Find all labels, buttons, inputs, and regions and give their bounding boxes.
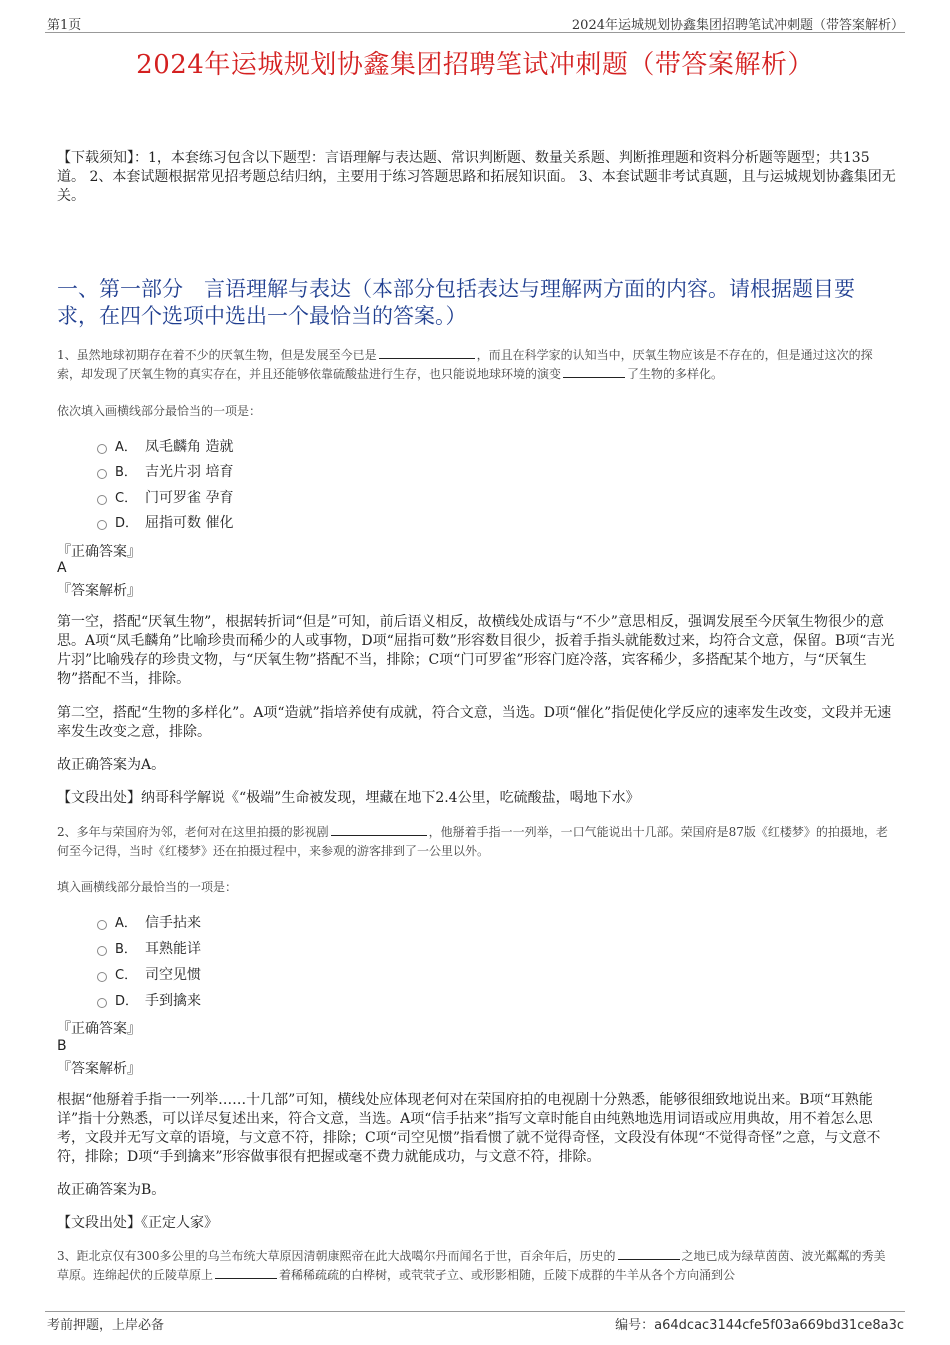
analysis-conclusion: 故正确答案为A。 xyxy=(57,757,166,773)
analysis-paragraph: 第二空，搭配“生物的多样化”。A项“造就”指培养使有成就，符合文意，当选。D项“催化”指促使化学反应的速率发生改变，文段并无速率发生改变之意，排除。 xyxy=(57,705,892,740)
footer-slogan: 考前押题，上岸必备 xyxy=(47,1318,165,1333)
document-code: 编号：a64dcac3144cfe5f03a669bd31ce8a3c xyxy=(615,1318,904,1333)
q1-option-d[interactable]: D． 屈指可数 催化 xyxy=(97,513,233,533)
download-notice: 【下载须知】：1，本套练习包含以下题型：言语理解与表达题、常识判断题、数量关系题、判断推理题和资料分析题等题型；共135道。 2、本套试题根据常见招考题总结归纳，主要用于练习答题思路和拓展知识面。 3、本套试题非考试真题，且与运城规划协鑫集团无关。 xyxy=(57,150,896,204)
answer-label: 『正确答案』 xyxy=(57,1021,141,1037)
radio-icon[interactable] xyxy=(97,444,107,454)
q2-option-c[interactable]: C． 司空见惯 xyxy=(97,965,201,985)
answer-blank xyxy=(379,346,475,359)
analysis-conclusion: 故正确答案为B。 xyxy=(57,1182,166,1198)
answer-blank xyxy=(563,365,625,378)
analysis-paragraph: 第一空，搭配“厌氧生物”，根据转折词“但是”可知，前后语义相反，故横线处成语与“不少”意思相反，强调发展至今厌氧生物很少的意思。A项“凤毛麟角”比喻珍贵而稀少的人或事物，D项“屈指可数”形容数目很少，扳着手指头就能数过来，均符合文意，保留。B项“吉光片羽”比喻残存的珍贵文物，与“厌氧生物”搭配不当，排除；C项“门可罗雀”形容门庭冷落，宾客稀少，多搭配某个地方，与“厌氧生物”搭配不当，排除。 xyxy=(57,614,895,687)
answer-blank xyxy=(331,823,427,836)
q1-option-c[interactable]: C． 门可罗雀 孕育 xyxy=(97,488,233,508)
q2-option-a[interactable]: A． 信手拈来 xyxy=(97,913,201,933)
radio-icon[interactable] xyxy=(97,495,107,505)
footer-divider xyxy=(45,1311,905,1312)
section-heading: 一、第一部分 言语理解与表达（本部分包括表达与理解两方面的内容。请根据题目要求，在四个选项中选出一个最恰当的答案。） xyxy=(57,277,855,328)
answer-label: 『正确答案』 xyxy=(57,544,141,560)
source-citation: 【文段出处】纳哥科学解说《“极端”生命被发现，埋藏在地下2.4公里，吃硫酸盐，喝地下水》 xyxy=(57,790,640,806)
radio-icon[interactable] xyxy=(97,469,107,479)
question-1-prompt: 依次填入画横线部分最恰当的一项是： xyxy=(57,404,262,418)
page-number: 第1页 xyxy=(47,18,82,33)
question-1-stem: 1、虽然地球初期存在着不少的厌氧生物，但是发展至今已是 ，而且在科学家的认知当中，厌氧生物应该是不存在的，但是通过这次的探索，却发现了厌氧生物的真实存在，并且还能够依靠硫酸盐进行生存，也只能说地球环境的演变 了生物的多样化。 xyxy=(57,348,873,381)
radio-icon[interactable] xyxy=(97,972,107,982)
q1-option-b[interactable]: B． 吉光片羽 培育 xyxy=(97,462,233,482)
question-3-stem: 3、距北京仅有300多公里的乌兰布统大草原因清朝康熙帝在此大战噶尔丹而闻名于世，百余年后，历史的 之地已成为绿草茵茵、波光粼粼的秀美草原。连绵起伏的丘陵草原上 着稀稀疏疏的白桦树，或茕茕孑立、或形影相随，丘陵下成群的牛羊从各个方向涌到公 xyxy=(57,1249,886,1282)
header-doc-title: 2024年运城规划协鑫集团招聘笔试冲刺题（带答案解析） xyxy=(571,18,904,33)
answer-blank xyxy=(618,1247,680,1260)
radio-icon[interactable] xyxy=(97,520,107,530)
page-title: 2024年运城规划协鑫集团招聘笔试冲刺题（带答案解析） xyxy=(136,50,814,80)
answer-blank xyxy=(215,1266,277,1279)
radio-icon[interactable] xyxy=(97,998,107,1008)
analysis-label: 『答案解析』 xyxy=(57,583,141,599)
answer-value: A xyxy=(57,560,67,576)
q1-option-a[interactable]: A． 凤毛麟角 造就 xyxy=(97,437,233,457)
question-2-stem: 2、多年与荣国府为邻，老何对在这里拍摄的影视剧 ，他掰着手指一一列举，一口气能说出十几部。荣国府是87版《红楼梦》的拍摄地，老何至今记得，当时《红楼梦》还在拍摄过程中，来参观的游客排到了一公里以外。 xyxy=(57,825,888,858)
analysis-paragraph: 根据“他掰着手指一一列举……十几部”可知，横线处应体现老何对在荣国府拍的电视剧十分熟悉，能够很细致地说出来。B项“耳熟能详”指十分熟悉，可以详尽复述出来，符合文意，当选。A项“信手拈来”指写文章时能自由纯熟地选用词语或应用典故，用不着怎么思考，文段并无写文章的语境，与文意不符，排除；C项“司空见惯”指看惯了就不觉得奇怪，文段没有体现“不觉得奇怪”之意，与文意不符，排除；D项“手到擒来”形容做事很有把握或毫不费力就能成功，与文意不符，排除。 xyxy=(57,1092,881,1165)
source-citation: 【文段出处】《正定人家》 xyxy=(57,1215,218,1231)
answer-value: B xyxy=(57,1038,67,1054)
question-2-prompt: 填入画横线部分最恰当的一项是： xyxy=(57,880,238,894)
radio-icon[interactable] xyxy=(97,946,107,956)
header-divider xyxy=(45,32,905,33)
q2-option-b[interactable]: B． 耳熟能详 xyxy=(97,939,201,959)
radio-icon[interactable] xyxy=(97,920,107,930)
q2-option-d[interactable]: D． 手到擒来 xyxy=(97,991,201,1011)
analysis-label: 『答案解析』 xyxy=(57,1061,141,1077)
